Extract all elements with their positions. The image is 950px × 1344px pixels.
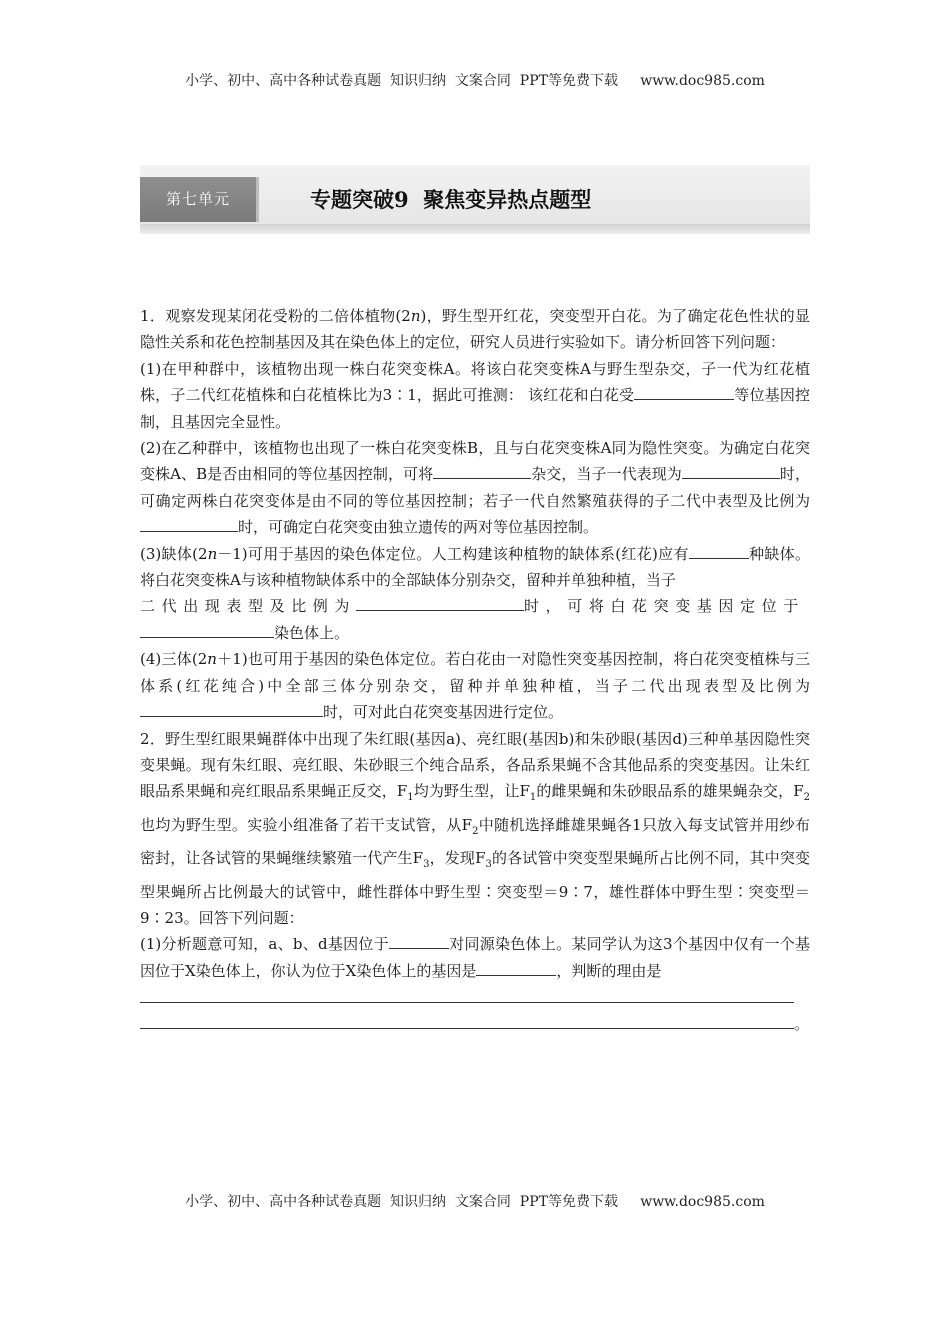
answer-blank[interactable]	[140, 514, 238, 532]
page-footer: 小学、初中、高中各种试卷真题 知识归纳 文案合同 PPT等免费下载 www.doc985.com	[185, 1194, 765, 1210]
q1-part4: (4)三体(2n＋1)也可用于基因的染色体定位。若白花由一对隐性突变基因控制，将白花突变植株与三体系(红花纯合)中全部三体分别杂交，留种并单独种植，当子二代出现表型及比例为时，可对此白花突变基因进行定位。	[140, 650, 810, 722]
answer-line[interactable]	[140, 984, 810, 1010]
answer-blank[interactable]	[389, 931, 449, 949]
question-content	[140, 303, 810, 1037]
q1-stem: 1．观察发现某闭花受粉的二倍体植物(2n)，野生型开红花，突变型开白花。为了确定花色性状的显隐性关系和花色控制基因及其在染色体上的定位，研究人员进行实验如下。请分析回答下列问题：	[140, 307, 810, 352]
q2-stem: 2．野生型红眼果蝇群体中出现了朱红眼(基因a)、亮红眼(基因b)和朱砂眼(基因d)三种单基因隐性突变果蝇。现有朱红眼、亮红眼、朱砂眼三个纯合品系，各品系果蝇不含其他品系的突变基因。让朱红眼品系果蝇和亮红眼品系果蝇正反交，$F_1$均为野生型，让$F_1$的雌果蝇和朱砂眼品系的雄果蝇杂交，$F_2$也均为野生型。实验小组准备了若干支试管，从$F_2$中随机选择雌雄果蝇各1只放入每支试管并用纱布密封，让各试管的果蝇继续繁殖一代产生$F_3$，发现$F_3$的各试管中突变型果蝇所占比例不同，其中突变型果蝇所占比例最大的试管中，雌性群体中野生型∶突变型＝9∶7，雄性群体中野生型∶突变型＝9∶23。回答下列问题：	[140, 729, 811, 927]
q1-part2: (2)在乙种群中，该植物也出现了一株白花突变株B，且与白花突变株A同为隐性突变。为确定白花突变株A、B是否由相同的等位基因控制，可将 杂交，当子一代表现为 时，可确定两株白花突变体是由不同的等位基因控制；若子一代自然繁殖获得的子二代中表型及比例为时，可确定白花突变由独立遗传的两对等位基因控制。	[140, 439, 810, 537]
answer-blank[interactable]	[356, 593, 524, 611]
q2-part1: (1)分析题意可知，a、b、d基因位于 对同源染色体上。某同学认为这3个基因中仅有一个基因位于X染色体上，你认为位于X染色体上的基因是 ，判断的理由是	[140, 931, 810, 984]
section-title: 专题突破9 聚焦变异热点题型	[310, 187, 592, 212]
unit-label: 第七单元	[140, 177, 256, 222]
q1-part3: (3)缺体(2n－1)可用于基因的染色体定位。人工构建该种植物的缺体系(红花)应有 种缺体。将白花突变株A与该种植物缺体系中的全部缺体分别杂交，留种并单独种植，当子 二代出现表型及比例为 时，可将白花突变基因定位于 染色体上。	[140, 541, 810, 647]
answer-blank[interactable]	[634, 382, 734, 400]
banner-shadow	[140, 224, 810, 234]
answer-blank[interactable]	[682, 461, 780, 479]
page-header: 小学、初中、高中各种试卷真题 知识归纳 文案合同 PPT等免费下载 www.doc985.com	[185, 73, 765, 89]
unit-tab-edge	[256, 177, 259, 222]
answer-line[interactable]: 。	[140, 1011, 810, 1037]
answer-blank[interactable]	[476, 958, 556, 976]
answer-blank[interactable]	[433, 461, 531, 479]
q1-part1: (1)在甲种群中，该植物出现一株白花突变株A。将该白花突变株A与野生型杂交，子一代为红花植株，子二代红花植株和白花植株比为3∶1，据此可推测： 该红花和白花受 等位基因控制，且基因完全显性。	[140, 359, 810, 431]
answer-blank[interactable]	[689, 541, 749, 559]
answer-blank[interactable]	[140, 699, 323, 717]
answer-blank[interactable]	[140, 620, 274, 638]
